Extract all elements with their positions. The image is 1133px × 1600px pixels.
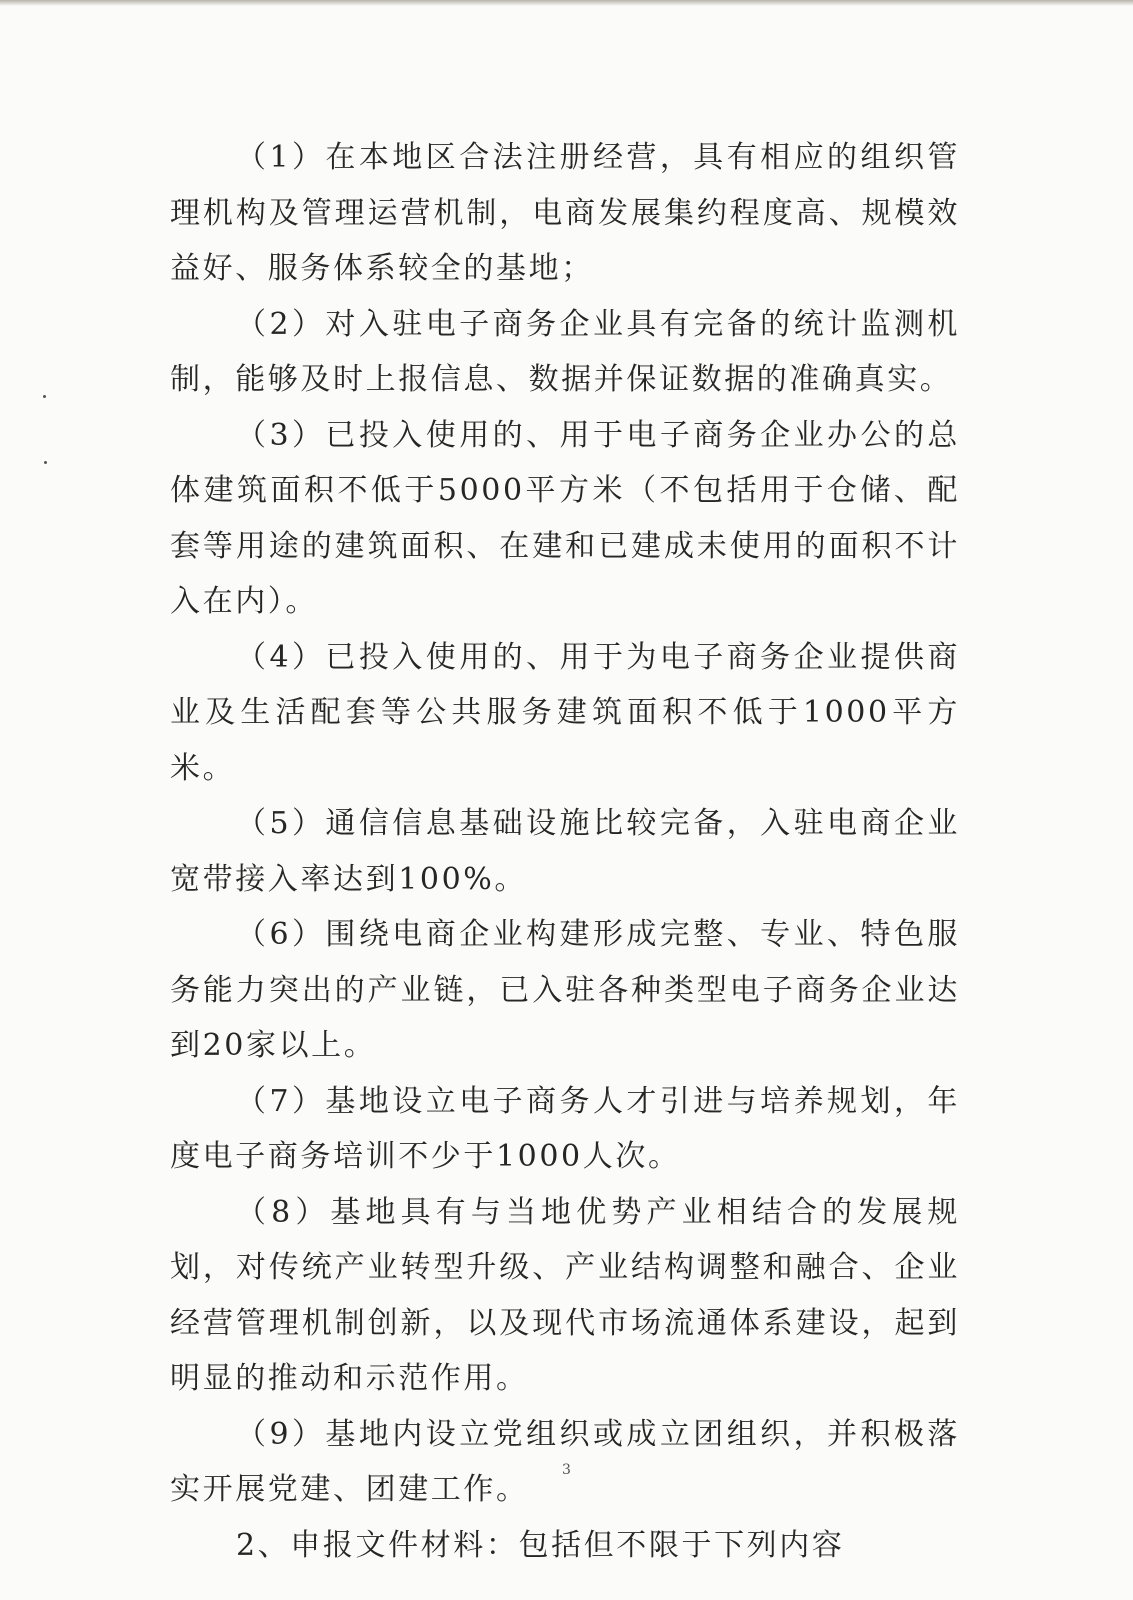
criterion-8: （8）基地具有与当地优势产业相结合的发展规划，对传统产业转型升级、产业结构调整和融合、企业经营管理机制创新，以及现代市场流通体系建设，起到明显的推动和示范作用。 xyxy=(170,1194,960,1396)
criterion-9: （9）基地内设立党组织或成立团组织，并积极落实开展党建、团建工作。 xyxy=(170,1416,960,1507)
criterion-2: （2）对入驻电子商务企业具有完备的统计监测机制，能够及时上报信息、数据并保证数据的准确真实。 xyxy=(170,306,960,397)
section-heading: 2、申报文件材料：包括但不限于下列内容 xyxy=(236,1527,845,1563)
criterion-5: （5）通信信息基础设施比较完备，入驻电商企业宽带接入率达到100%。 xyxy=(170,806,960,897)
criterion-1: （1）在本地区合法注册经营，具有相应的组织管理机构及管理运营机制，电商发展集约程度高、规模效益好、服务体系较全的基地； xyxy=(170,140,960,286)
criterion-3: （3）已投入使用的、用于电子商务企业办公的总体建筑面积不低于5000平方米（不包括用于仓储、配套等用途的建筑面积、在建和已建成未使用的面积不计入在内）。 xyxy=(170,417,960,619)
scan-top-edge xyxy=(0,0,1133,6)
scan-speck xyxy=(43,395,46,398)
criterion-4: （4）已投入使用的、用于为电子商务企业提供商业及生活配套等公共服务建筑面积不低于1000平方米。 xyxy=(170,639,960,786)
page-number: 3 xyxy=(562,1462,571,1478)
criterion-6: （6）围绕电商企业构建形成完整、专业、特色服务能力突出的产业链，已入驻各种类型电子商务企业达到20家以上。 xyxy=(170,917,960,1063)
scan-speck xyxy=(44,461,47,464)
criterion-7: （7）基地设立电子商务人才引进与培养规划，年度电子商务培训不少于1000人次。 xyxy=(170,1083,960,1174)
document-body xyxy=(170,130,960,1573)
